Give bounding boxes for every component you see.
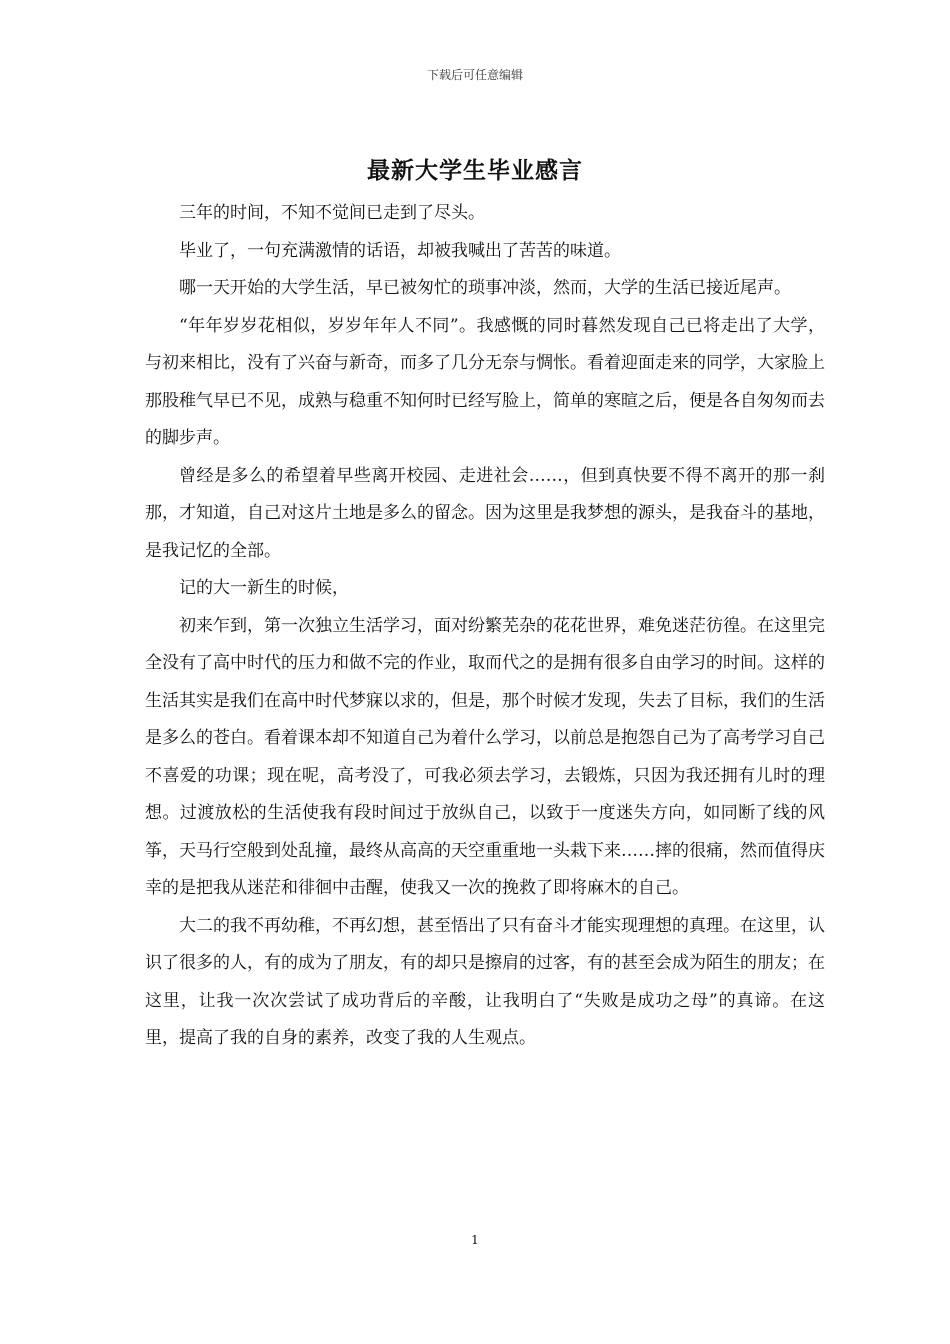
header-note: 下载后可任意编辑	[426, 68, 523, 82]
document-title: 最新大学生毕业感言	[367, 157, 583, 184]
paragraph: 哪一天开始的大学生活，早已被匆忙的琐事冲淡，然而，大学的生活已接近尾声。	[179, 278, 791, 298]
paragraph: 毕业了，一句充满激情的话语，却被我喊出了苦苦的味道。	[179, 240, 621, 261]
paragraph: 三年的时间，不知不觉间已走到了尽头。	[179, 203, 485, 223]
document-body	[145, 195, 825, 1058]
paragraph: “年年岁岁花相似，岁岁年年人不同”。我感慨的同时暮然发现自己已将走出了大学，与初来相比，没有了兴奋与新奇，而多了几分无奈与惆怅。看着迎面走来的同学，大家脸上那股稚气早已不见，成熟与稳重不知何时已经写脸上，简单的寒暄之后，便是各自匆匆而去的脚步声。	[145, 315, 825, 448]
paragraph: 曾经是多么的希望着早些离开校园、走进社会……，但到真快要不得不离开的那一刹那，才知道，自己对这片土地是多么的留念。因为这里是我梦想的源头，是我奋斗的基地，是我记忆的全部。	[145, 465, 825, 561]
paragraph: 大二的我不再幼稚，不再幻想，甚至悟出了只有奋斗才能实现理想的真理。在这里，认识了很多的人，有的成为了朋友，有的却只是擦肩的过客，有的甚至会成为陌生的朋友；在这里，让我一次次尝试了成功背后的辛酸，让我明白了“失败是成功之母”的真谛。在这里，提高了我的自身的素养，改变了我的人生观点。	[145, 915, 825, 1048]
page-number: 1	[471, 1233, 479, 1247]
paragraph: 初来乍到，第一次独立生活学习，面对纷繁芜杂的花花世界，难免迷茫彷徨。在这里完全没有了高中时代的压力和做不完的作业，取而代之的是拥有很多自由学习的时间。这样的生活其实是我们在高中时代梦寐以求的，但是，那个时候才发现，失去了目标，我们的生活是多么的苍白。看着课本却不知道自己为着什么学习，以前总是抱怨自己为了高考学习自己不喜爱的功课；现在呢，高考没了，可我必须去学习，去锻炼，只因为我还拥有儿时的理想。过渡放松的生活使我有段时间过于放纵自己，以致于一度迷失方向，如同断了线的风筝，天马行空般到处乱撞，最终从高高的天空重重地一头栽下来……摔的很痛，然而值得庆幸的是把我从迷茫和徘徊中击醒，使我又一次的挽救了即将麻木的自己。	[145, 615, 825, 898]
paragraph: 记的大一新生的时候，	[179, 578, 349, 598]
